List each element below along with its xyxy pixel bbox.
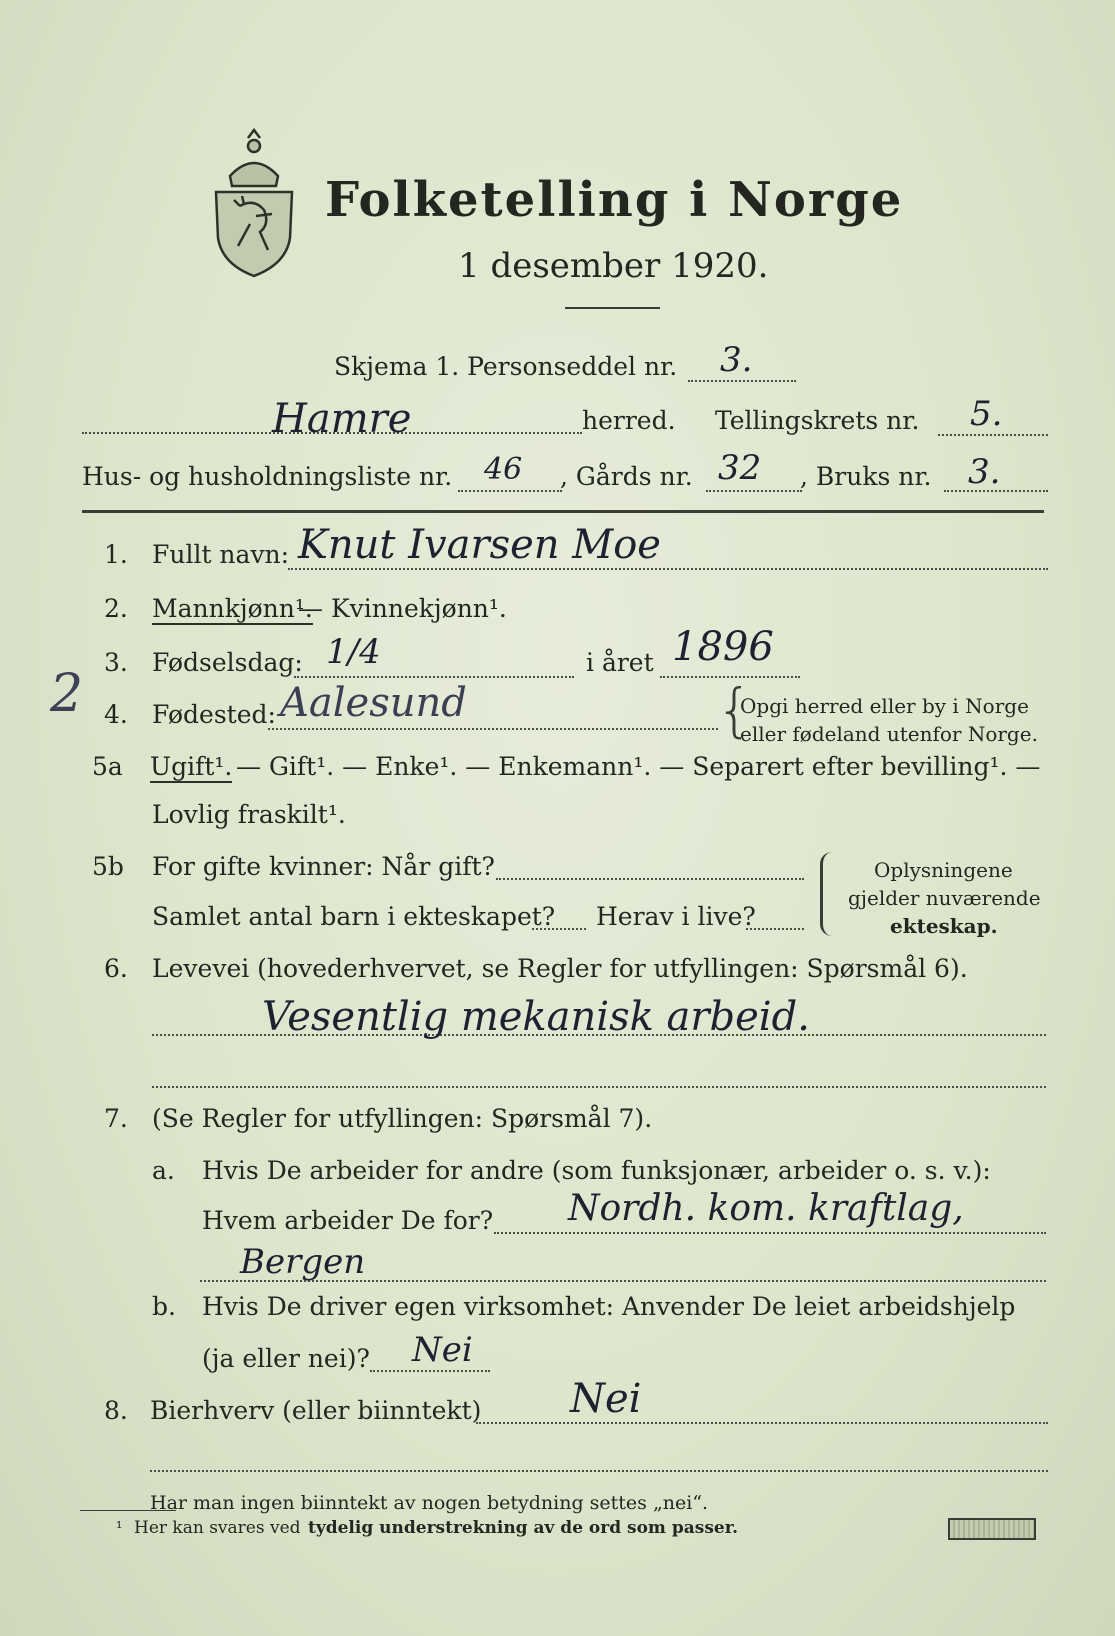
q5a-line2: Lovlig fraskilt¹.: [152, 800, 346, 829]
q6-occupation-handwritten: Vesentlig mekanisk arbeid.: [262, 994, 810, 1040]
margin-mark-handwritten: 2: [50, 664, 84, 724]
q1-dotline: [288, 568, 1048, 570]
gards-handwritten: 32: [718, 448, 762, 488]
q7a-employer-city-handwritten: Bergen: [240, 1242, 366, 1282]
q3-day-handwritten: 1/4: [326, 632, 381, 672]
footnote-text-a: Her kan svares ved: [134, 1518, 301, 1538]
q7b-question: (ja eller nei)?: [202, 1344, 370, 1373]
q7a-dotline1: [494, 1232, 1046, 1234]
q2-number: 2.: [104, 594, 128, 623]
q5a-number: 5a: [92, 752, 123, 781]
footnote-rule: [80, 1510, 176, 1511]
q5b-alive-dotline: [746, 928, 804, 930]
q3-year-handwritten: 1896: [672, 624, 774, 670]
herred-handwritten: Hamre: [272, 396, 412, 442]
q3-label: Fødselsdag:: [152, 648, 303, 677]
q5b-line1: For gifte kvinner: Når gift?: [152, 852, 495, 881]
tellingskrets-dotline: [938, 434, 1048, 436]
q1-name-handwritten: Knut Ivarsen Moe: [298, 522, 661, 568]
q5b-brace: [820, 852, 837, 936]
husholdningsliste-label: Hus- og husholdningsliste nr.: [82, 462, 453, 491]
q5b-line1-dotline: [496, 878, 804, 880]
husholdningsliste-handwritten: 46: [484, 452, 523, 487]
q2-mannkjonn: Mannkjønn¹.: [152, 594, 313, 623]
printer-stamp: [948, 1518, 1036, 1540]
gards-label: , Gårds nr.: [560, 462, 693, 491]
q7a-label: Hvis De arbeider for andre (som funksjonær, arbeider o. s. v.):: [202, 1156, 991, 1185]
q6-number: 6.: [104, 954, 128, 983]
schema-dotline: [688, 380, 796, 382]
q5b-children-dotline: [532, 928, 586, 930]
form-date: 1 desember 1920.: [458, 246, 769, 286]
q5b-alive-label: Herav i live?: [596, 902, 756, 931]
q8-number: 8.: [104, 1396, 128, 1425]
herred-label: herred.: [582, 406, 676, 435]
footnote-mark: ¹: [116, 1518, 123, 1537]
form-title: Folketelling i Norge: [325, 172, 904, 228]
q1-label: Fullt navn:: [152, 540, 290, 569]
tellingskrets-handwritten: 5.: [970, 394, 1003, 434]
q8-label: Bierhverv (eller biinntekt): [150, 1396, 482, 1425]
q5b-note-line3: ekteskap.: [890, 914, 998, 938]
q4-brace: {: [716, 676, 753, 744]
q3-number: 3.: [104, 648, 128, 677]
q5b-children-label: Samlet antal barn i ekteskapet?: [152, 902, 556, 931]
husholdningsliste-dotline: [458, 490, 562, 492]
q4-note-line1: Opgi herred eller by i Norge: [740, 694, 1029, 718]
norway-coat-of-arms-icon: [210, 128, 298, 278]
q6-dotline2: [152, 1086, 1046, 1088]
q4-label: Fødested:: [152, 700, 276, 729]
q7b-letter: b.: [152, 1292, 176, 1321]
footer-note: Har man ingen biinntekt av nogen betydning settes „nei“.: [150, 1492, 709, 1514]
q7a-letter: a.: [152, 1156, 175, 1185]
schema-label: Skjema 1. Personseddel nr.: [334, 352, 678, 381]
q3-day-dotline: [294, 676, 574, 678]
gards-dotline: [706, 490, 802, 492]
q4-dotline: [268, 728, 718, 730]
header-separator: [82, 510, 1044, 513]
bruks-label: , Bruks nr.: [800, 462, 932, 491]
q5b-number: 5b: [92, 852, 124, 881]
q7-number: 7.: [104, 1104, 128, 1133]
schema-number-handwritten: 3.: [720, 340, 753, 380]
q7-label: (Se Regler for utfyllingen: Spørsmål 7).: [152, 1104, 653, 1133]
q7b-dotline: [370, 1370, 490, 1372]
title-rule: [565, 307, 660, 309]
q4-note-line2: eller fødeland utenfor Norge.: [740, 722, 1038, 746]
q8-answer-handwritten: Nei: [570, 1376, 642, 1422]
bruks-handwritten: 3.: [968, 452, 1001, 492]
q5a-ugift: Ugift¹.: [150, 752, 233, 781]
q2-kvinnekjonn: — Kvinnekjønn¹.: [298, 594, 507, 623]
q4-birthplace-handwritten: Aalesund: [280, 680, 467, 726]
q7a-question: Hvem arbeider De for?: [202, 1206, 494, 1235]
q7a-employer-handwritten: Nordh. kom. kraftlag,: [568, 1188, 964, 1229]
footnote-text-b: tydelig understrekning av de ord som passer.: [308, 1518, 739, 1538]
q4-number: 4.: [104, 700, 128, 729]
q3-year-label: i året: [586, 648, 654, 677]
q5a-options: — Gift¹. — Enke¹. — Enkemann¹. — Separert efter bevilling¹. —: [236, 752, 1041, 781]
q7b-label: Hvis De driver egen virksomhet: Anvender De leiet arbeidshjelp: [202, 1292, 1016, 1321]
q5b-note-line2: gjelder nuværende: [848, 886, 1041, 910]
q6-label: Levevei (hovederhvervet, se Regler for utfyllingen: Spørsmål 6).: [152, 954, 968, 983]
q7b-answer-handwritten: Nei: [412, 1330, 473, 1370]
q8-dotline2: [150, 1470, 1048, 1472]
tellingskrets-label: Tellingskrets nr.: [715, 406, 920, 435]
q8-dotline1: [476, 1422, 1048, 1424]
q5b-note-line1: Oplysningene: [874, 858, 1013, 882]
q1-number: 1.: [104, 540, 128, 569]
